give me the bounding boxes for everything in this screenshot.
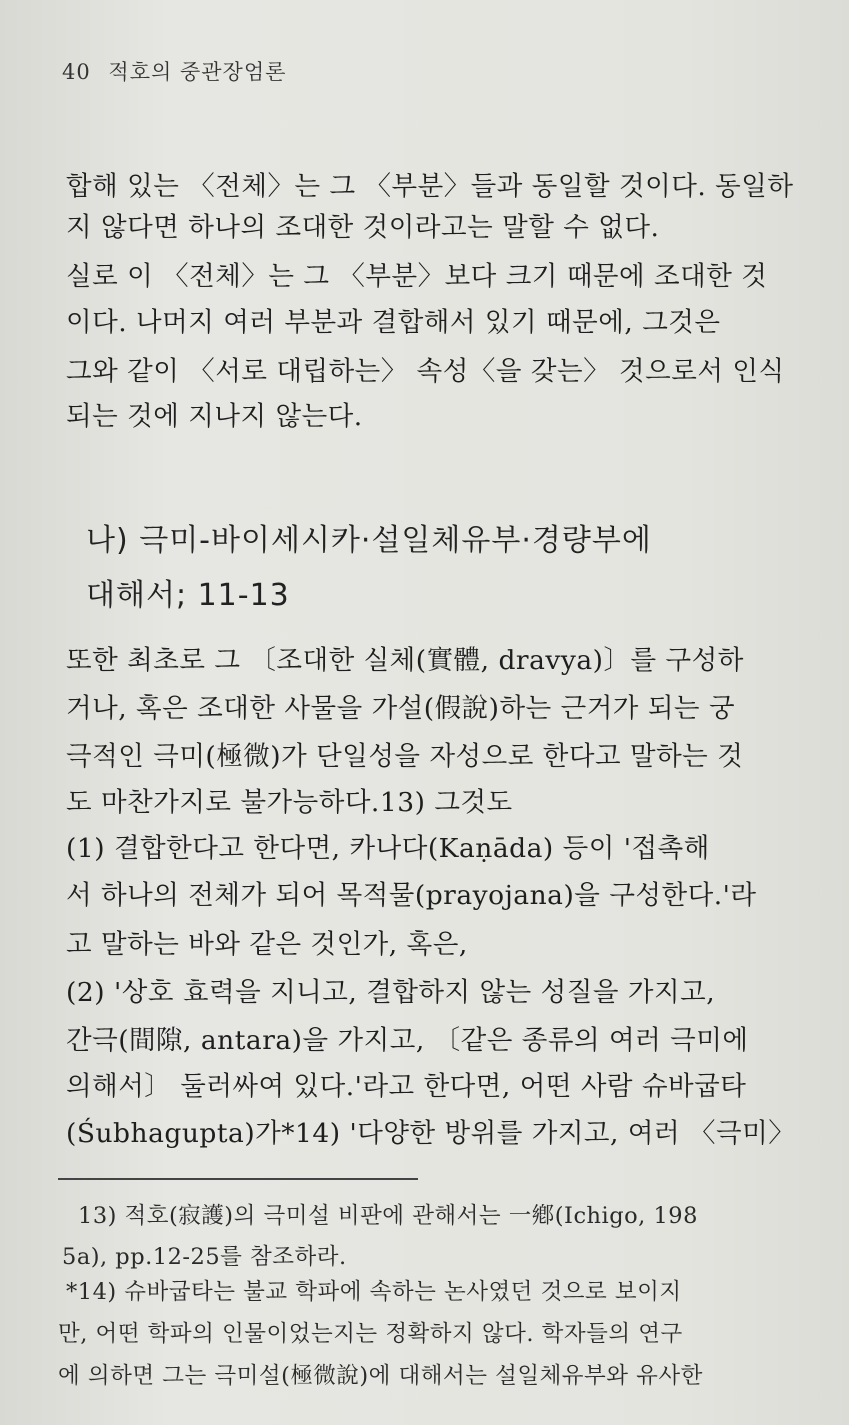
text-line: 극적인 극미(極微)가 단일성을 자성으로 한다고 말하는 것 (66, 741, 744, 772)
footnote-14-line2: 만, 어떤 학파의 인물이었는지는 정확하지 않다. 학자들의 연구 (58, 1321, 683, 1347)
text-line: (1) 결합한다고 한다면, 카나다(Kaṇāda) 등이 '접촉해 (66, 833, 710, 864)
text-line: 고 말하는 바와 같은 것인가, 혹은, (66, 929, 468, 960)
text-line: 간극(間隙, antara)을 가지고, 〔같은 종류의 여러 극미에 (66, 1025, 749, 1056)
text-line: 도 마찬가지로 불가능하다.13) 그것도 (66, 787, 513, 818)
section-heading-line2: 대해서; 11-13 (86, 578, 290, 613)
text-line: 되는 것에 지나지 않는다. (66, 401, 363, 432)
text-line: 서 하나의 전체가 되어 목적물(prayojana)을 구성한다.'라 (66, 880, 757, 911)
text-line: 거나, 혹은 조대한 사물을 가설(假說)하는 근거가 되는 궁 (66, 693, 736, 724)
text-line: 지 않다면 하나의 조대한 것이라고는 말할 수 없다. (66, 212, 660, 243)
running-head (62, 56, 286, 86)
text-line: 의해서〕 둘러싸여 있다.'라고 한다면, 어떤 사람 슈바굽타 (66, 1071, 747, 1102)
text-line: 이다. 나머지 여러 부분과 결합해서 있기 때문에, 그것은 (66, 307, 721, 338)
book-title: 적호의 중관장엄론 (108, 60, 287, 84)
footnote-divider (58, 1178, 418, 1180)
text-line: 또한 최초로 그 〔조대한 실체(實體, dravya)〕를 구성하 (66, 645, 744, 676)
text-line: (Śubhagupta)가*14) '다양한 방위를 가지고, 여러 〈극미〉 (66, 1118, 796, 1149)
text-line: 실로 이 〈전체〉는 그 〈부분〉보다 크기 때문에 조대한 것 (66, 261, 768, 292)
text-line: (2) '상호 효력을 지니고, 결합하지 않는 성질을 가지고, (66, 977, 716, 1008)
page-number: 40 (62, 60, 91, 84)
footnote-14-line1: *14) 슈바굽타는 불교 학파에 속하는 논사였던 것으로 보이지 (66, 1279, 682, 1305)
section-heading-line1: 나) 극미-바이세시카·설일체유부·경량부에 (86, 523, 652, 558)
footnote-14-line3: 에 의하면 그는 극미설(極微說)에 대해서는 설일체유부와 유사한 (58, 1363, 703, 1389)
text-line: 그와 같이 〈서로 대립하는〉 속성〈을 갖는〉 것으로서 인식 (66, 356, 785, 387)
text-line: 합해 있는 〈전체〉는 그 〈부분〉들과 동일할 것이다. 동일하 (66, 171, 794, 202)
footnote-13-line1: 13) 적호(寂護)의 극미설 비판에 관해서는 一鄕(Ichigo, 198 (78, 1203, 698, 1229)
footnote-13-line2: 5a), pp.12-25를 참조하라. (62, 1244, 347, 1270)
